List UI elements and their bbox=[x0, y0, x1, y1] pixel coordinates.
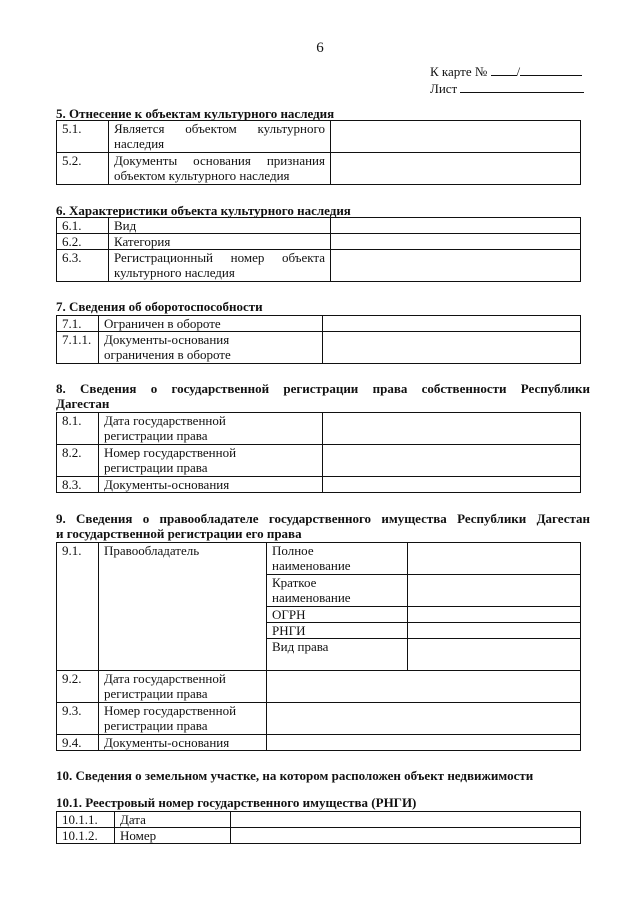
card-separator: / bbox=[516, 64, 521, 79]
table-row bbox=[57, 703, 581, 735]
row-label: Ограничен в обороте bbox=[99, 316, 323, 332]
page-number: 6 bbox=[316, 40, 324, 56]
section-9-table bbox=[56, 542, 581, 751]
section-10-title: 10. Сведения о земельном участке, на котором расположен объект недвижимости bbox=[56, 768, 534, 783]
row-label: Документы-основания ограничения в обороте bbox=[99, 332, 323, 364]
table-row bbox=[57, 477, 581, 493]
row-value-cell[interactable] bbox=[408, 543, 581, 575]
table-row bbox=[57, 332, 581, 364]
sheet-line bbox=[430, 81, 584, 97]
row-number: 7.1. bbox=[57, 316, 99, 332]
holder-label: Правообладатель bbox=[99, 543, 267, 671]
section-9-title bbox=[56, 511, 590, 541]
sub-label: Полное наименование bbox=[267, 543, 408, 575]
row-number: 7.1.1. bbox=[57, 332, 99, 364]
row-value-cell[interactable] bbox=[323, 316, 581, 332]
row-value-cell[interactable] bbox=[331, 218, 581, 234]
card-number-field[interactable] bbox=[491, 64, 517, 76]
table-row bbox=[57, 671, 581, 703]
row-number: 9.1. bbox=[57, 543, 99, 671]
row-number: 10.1.2. bbox=[57, 828, 115, 844]
row-number: 9.4. bbox=[57, 735, 99, 751]
sub-label: Вид права bbox=[267, 639, 408, 671]
section-7-table bbox=[56, 315, 581, 364]
section-8-title-line2: Дагестан bbox=[56, 396, 110, 411]
table-row bbox=[57, 121, 581, 153]
section-6-title: 6. Характеристики объекта культурного наследия bbox=[56, 203, 351, 218]
table-row bbox=[57, 250, 581, 282]
row-label: Вид bbox=[109, 218, 331, 234]
row-label: Номер государственной регистрации права bbox=[99, 703, 267, 735]
table-row bbox=[57, 153, 581, 185]
row-label: Документы основания признания объектом культурного наследия bbox=[109, 153, 331, 185]
section-9-title-line2: и государственной регистрации его права bbox=[56, 526, 302, 541]
row-value-cell[interactable] bbox=[267, 703, 581, 735]
card-number-line bbox=[430, 64, 582, 80]
row-number: 10.1.1. bbox=[57, 812, 115, 828]
table-row bbox=[57, 812, 581, 828]
row-value-cell[interactable] bbox=[323, 477, 581, 493]
row-number: 5.1. bbox=[57, 121, 109, 153]
section-7-title: 7. Сведения об оборотоспособности bbox=[56, 299, 263, 314]
section-8-title bbox=[56, 381, 590, 411]
row-label: Дата государственной регистрации права bbox=[99, 413, 323, 445]
row-label: Категория bbox=[109, 234, 331, 250]
row-value-cell[interactable] bbox=[408, 575, 581, 607]
sub-label: Краткое наименование bbox=[267, 575, 408, 607]
row-value-cell[interactable] bbox=[323, 332, 581, 364]
row-number: 6.2. bbox=[57, 234, 109, 250]
row-label: Регистрационный номер объекта культурного наследия bbox=[109, 250, 331, 282]
row-label: Документы-основания bbox=[99, 735, 267, 751]
row-number: 6.1. bbox=[57, 218, 109, 234]
section-10-1-title: 10.1. Реестровый номер государственного имущества (РНГИ) bbox=[56, 795, 417, 810]
table-row bbox=[57, 316, 581, 332]
sub-label: РНГИ bbox=[267, 623, 408, 639]
row-value-cell[interactable] bbox=[323, 413, 581, 445]
row-number: 8.2. bbox=[57, 445, 99, 477]
table-row bbox=[57, 543, 581, 575]
row-value-cell[interactable] bbox=[408, 607, 581, 623]
section-8-table bbox=[56, 412, 581, 493]
row-value-cell[interactable] bbox=[231, 812, 581, 828]
row-label: Документы-основания bbox=[99, 477, 323, 493]
sheet-label: Лист bbox=[430, 81, 458, 96]
section-5-title: 5. Отнесение к объектам культурного наследия bbox=[56, 106, 335, 121]
row-number: 9.2. bbox=[57, 671, 99, 703]
row-value-cell[interactable] bbox=[267, 735, 581, 751]
row-label: Дата bbox=[115, 812, 231, 828]
row-value-cell[interactable] bbox=[331, 121, 581, 153]
table-row bbox=[57, 735, 581, 751]
row-value-cell[interactable] bbox=[408, 623, 581, 639]
section-9-title-line1: 9. Сведения о правообладателе государственного имущества Республики Дагестан bbox=[56, 511, 590, 526]
row-value-cell[interactable] bbox=[331, 234, 581, 250]
row-label: Дата государственной регистрации права bbox=[99, 671, 267, 703]
row-value-cell[interactable] bbox=[323, 445, 581, 477]
row-label: Является объектом культурного наследия bbox=[109, 121, 331, 153]
row-number: 8.3. bbox=[57, 477, 99, 493]
table-row bbox=[57, 413, 581, 445]
row-number: 6.3. bbox=[57, 250, 109, 282]
table-row bbox=[57, 445, 581, 477]
row-label: Номер государственной регистрации права bbox=[99, 445, 323, 477]
sub-label: ОГРН bbox=[267, 607, 408, 623]
section-10-table bbox=[56, 811, 581, 844]
row-value-cell[interactable] bbox=[231, 828, 581, 844]
sheet-number-field[interactable] bbox=[460, 81, 584, 93]
section-5-table bbox=[56, 120, 581, 185]
row-number: 9.3. bbox=[57, 703, 99, 735]
section-8-title-line1: 8. Сведения о государственной регистрации права собственности Республики bbox=[56, 381, 590, 396]
row-value-cell[interactable] bbox=[267, 671, 581, 703]
section-6-table bbox=[56, 217, 581, 282]
table-row bbox=[57, 234, 581, 250]
card-subnumber-field[interactable] bbox=[520, 64, 582, 76]
table-row bbox=[57, 828, 581, 844]
row-value-cell[interactable] bbox=[331, 250, 581, 282]
card-label: К карте № bbox=[430, 64, 488, 79]
row-value-cell[interactable] bbox=[408, 639, 581, 671]
row-number: 5.2. bbox=[57, 153, 109, 185]
row-value-cell[interactable] bbox=[331, 153, 581, 185]
table-row bbox=[57, 218, 581, 234]
row-number: 8.1. bbox=[57, 413, 99, 445]
row-label: Номер bbox=[115, 828, 231, 844]
